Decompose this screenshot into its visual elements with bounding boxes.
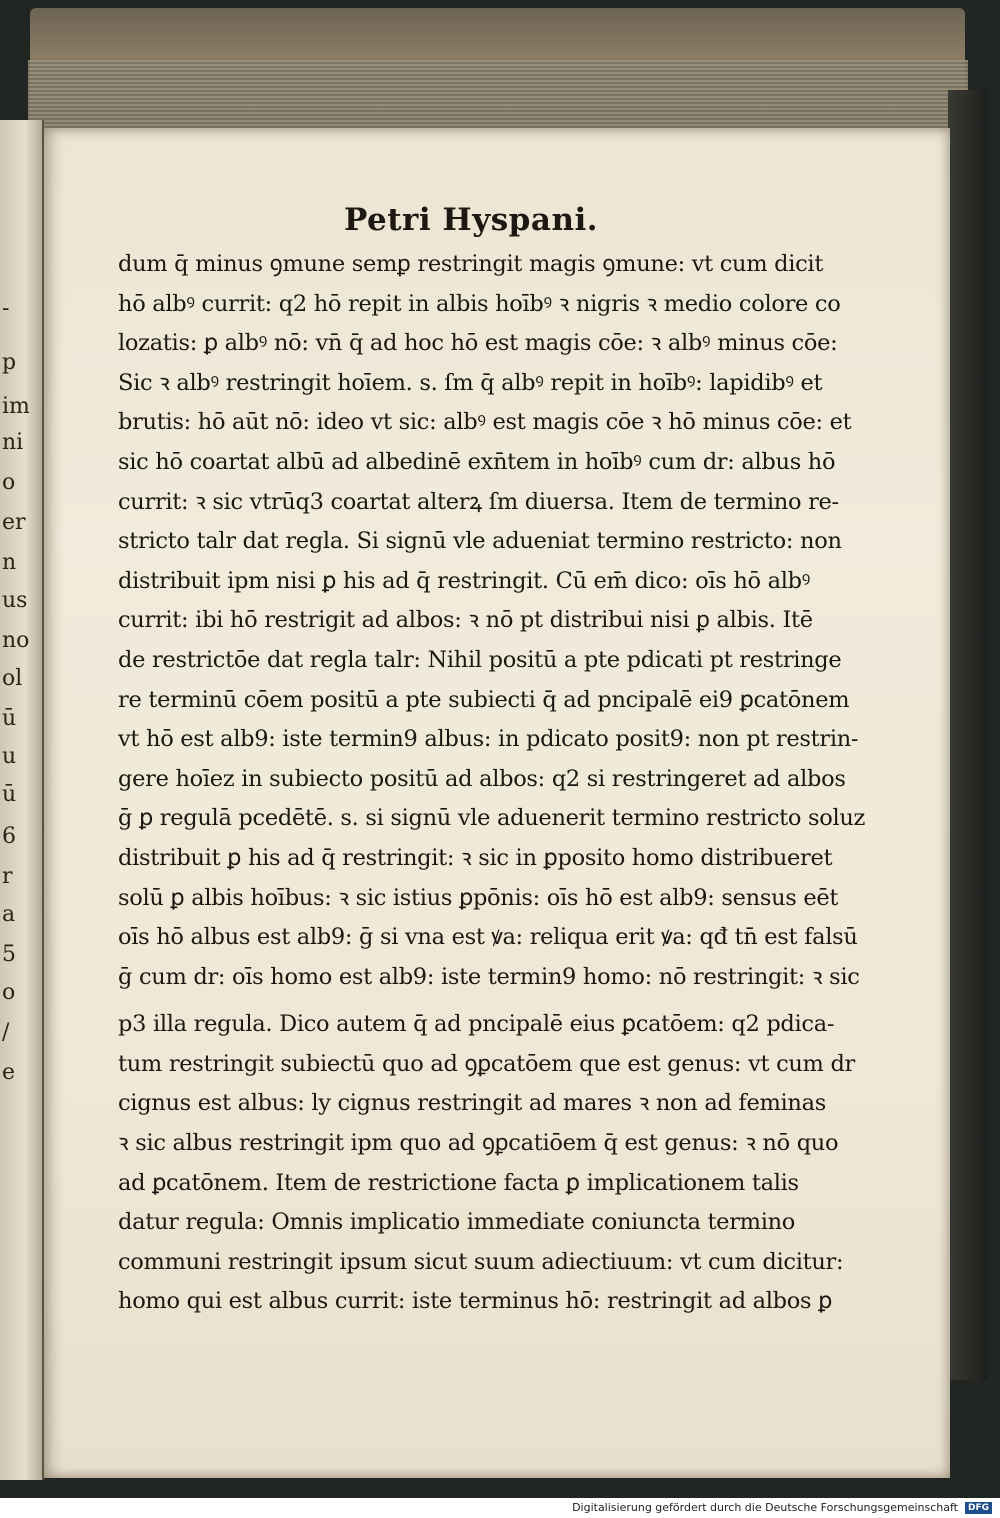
margin-fragment: e bbox=[2, 1060, 16, 1085]
funding-credit: Digitalisierung gefördert durch die Deutsche Forschungsgemeinschaft bbox=[572, 1501, 958, 1514]
text-line: brutis: hō aūt nō: ideo vt sic: albꝰ est magis cōe ꝛ hō minus cōe: et bbox=[118, 409, 852, 436]
text-line: de restrictōe dat regla talr: Nihil positū a pte pdicati pt restringe bbox=[118, 646, 842, 673]
text-line: distribuit ꝑ his ad q̄ restringit: ꝛ sic in ꝑposito homo distribueret bbox=[118, 844, 833, 871]
text-line: communi restringit ipsum sicut suum adiectiuum: vt cum dicitur: bbox=[118, 1248, 844, 1275]
margin-fragment: 5 bbox=[2, 942, 16, 967]
book-page bbox=[44, 128, 950, 1478]
margin-fragment: a bbox=[2, 902, 16, 927]
text-line: distribuit ipm nisi ꝑ his ad q̄ restringit. Cū em̄ dico: oīs hō albꝰ bbox=[118, 567, 811, 594]
margin-fragment: n bbox=[2, 550, 17, 575]
margin-fragment: 6 bbox=[2, 824, 16, 849]
margin-fragment: / bbox=[2, 1020, 10, 1045]
text-line: Sic ꝛ albꝰ restringit hoīem. s. ſm q̄ albꝰ repit in hoībꝰ: lapidibꝰ et bbox=[118, 369, 823, 396]
text-line: cignus est albus: ly cignus restringit ad mares ꝛ non ad feminas bbox=[118, 1090, 826, 1117]
margin-fragment: u bbox=[2, 744, 17, 769]
text-line: currit: ꝛ sic vtrūq3 coartat alterꝝ ſm diuersa. Item de termino re- bbox=[118, 488, 839, 515]
text-line: ad ꝑcatōnem. Item de restrictione facta ꝑ implicationem talis bbox=[118, 1169, 799, 1196]
margin-fragment: - bbox=[2, 296, 10, 321]
margin-fragment: p bbox=[2, 350, 17, 375]
margin-fragment: ol bbox=[2, 666, 23, 691]
margin-fragment: no bbox=[2, 628, 30, 653]
margin-fragment: im bbox=[2, 394, 30, 419]
footer-bar bbox=[0, 1498, 1000, 1518]
text-line: tum restringit subiectū quo ad ꝯꝑcatōem que est genus: vt cum dr bbox=[118, 1050, 856, 1077]
margin-fragment: ū bbox=[2, 782, 17, 807]
text-line: sic hō coartat albū ad albedinē exn̄tem in hoībꝰ cum dr: albus hō bbox=[118, 448, 836, 475]
margin-fragment: er bbox=[2, 510, 26, 535]
text-line: solū ꝑ albis hoībus: ꝛ sic istius ꝑpōnis: oīs hō est alb9: sensus eēt bbox=[118, 884, 839, 911]
margin-fragment: ni bbox=[2, 430, 24, 455]
running-head: Petri Hyspani. bbox=[344, 202, 599, 238]
right-page-edge bbox=[948, 90, 988, 1380]
text-line: stricto talr dat regla. Si signū vle adueniat termino restricto: non bbox=[118, 528, 842, 555]
text-line: ḡ ꝑ regulā pcedētē. s. si signū vle aduenerit termino restricto soluz bbox=[118, 805, 866, 832]
text-line: homo qui est albus currit: iste terminus hō: restringit ad albos ꝑ bbox=[118, 1288, 833, 1315]
left-page-margin bbox=[0, 120, 44, 1480]
text-line: vt hō est alb9: iste termin9 albus: in pdicato posit9: non pt restrin- bbox=[118, 726, 859, 753]
text-line: ꝛ sic albus restringit ipm quo ad ꝯꝑcatiōem q̄ est genus: ꝛ nō quo bbox=[118, 1130, 839, 1157]
margin-fragment: o bbox=[2, 980, 16, 1005]
text-line: datur regula: Omnis implicatio immediate coniuncta termino bbox=[118, 1209, 796, 1236]
text-line: p3 illa regula. Dico autem q̄ ad pncipalē eius ꝑcatōem: q2 pdica- bbox=[118, 1011, 835, 1038]
margin-fragment: r bbox=[2, 864, 13, 889]
margin-fragment: ū bbox=[2, 706, 17, 731]
text-line: lozatis: ꝑ albꝰ nō: vn̄ q̄ ad hoc hō est magis cōe: ꝛ albꝰ minus cōe: bbox=[118, 330, 838, 357]
margin-fragment: o bbox=[2, 470, 16, 495]
text-line: currit: ibi hō restrigit ad albos: ꝛ nō pt distribui nisi ꝑ albis. Itē bbox=[118, 607, 813, 634]
dfg-logo: DFG bbox=[965, 1502, 992, 1514]
text-line: dum q̄ minus ꝯmune semꝑ restringit magis ꝯmune: vt cum dicit bbox=[118, 251, 824, 277]
text-line: gere hoīez in subiecto positū ad albos: q2 si restringeret ad albos bbox=[118, 765, 846, 792]
text-line: oīs hō albus est alb9: ḡ si vna est ꝟa: reliqua erit ꝟa: qđ tn̄ est falsū bbox=[118, 924, 858, 951]
margin-fragment: us bbox=[2, 588, 28, 613]
text-line: ḡ cum dr: oīs homo est alb9: iste termin9 homo: nō restringit: ꝛ sic bbox=[118, 963, 860, 990]
text-line: re terminū cōem positū a pte subiecti q̄ ad pncipalē ei9 ꝑcatōnem bbox=[118, 686, 850, 713]
text-line: hō albꝰ currit: q2 hō repit in albis hoībꝰ ꝛ nigris ꝛ medio colore co bbox=[118, 290, 841, 317]
text-block bbox=[118, 245, 888, 1322]
